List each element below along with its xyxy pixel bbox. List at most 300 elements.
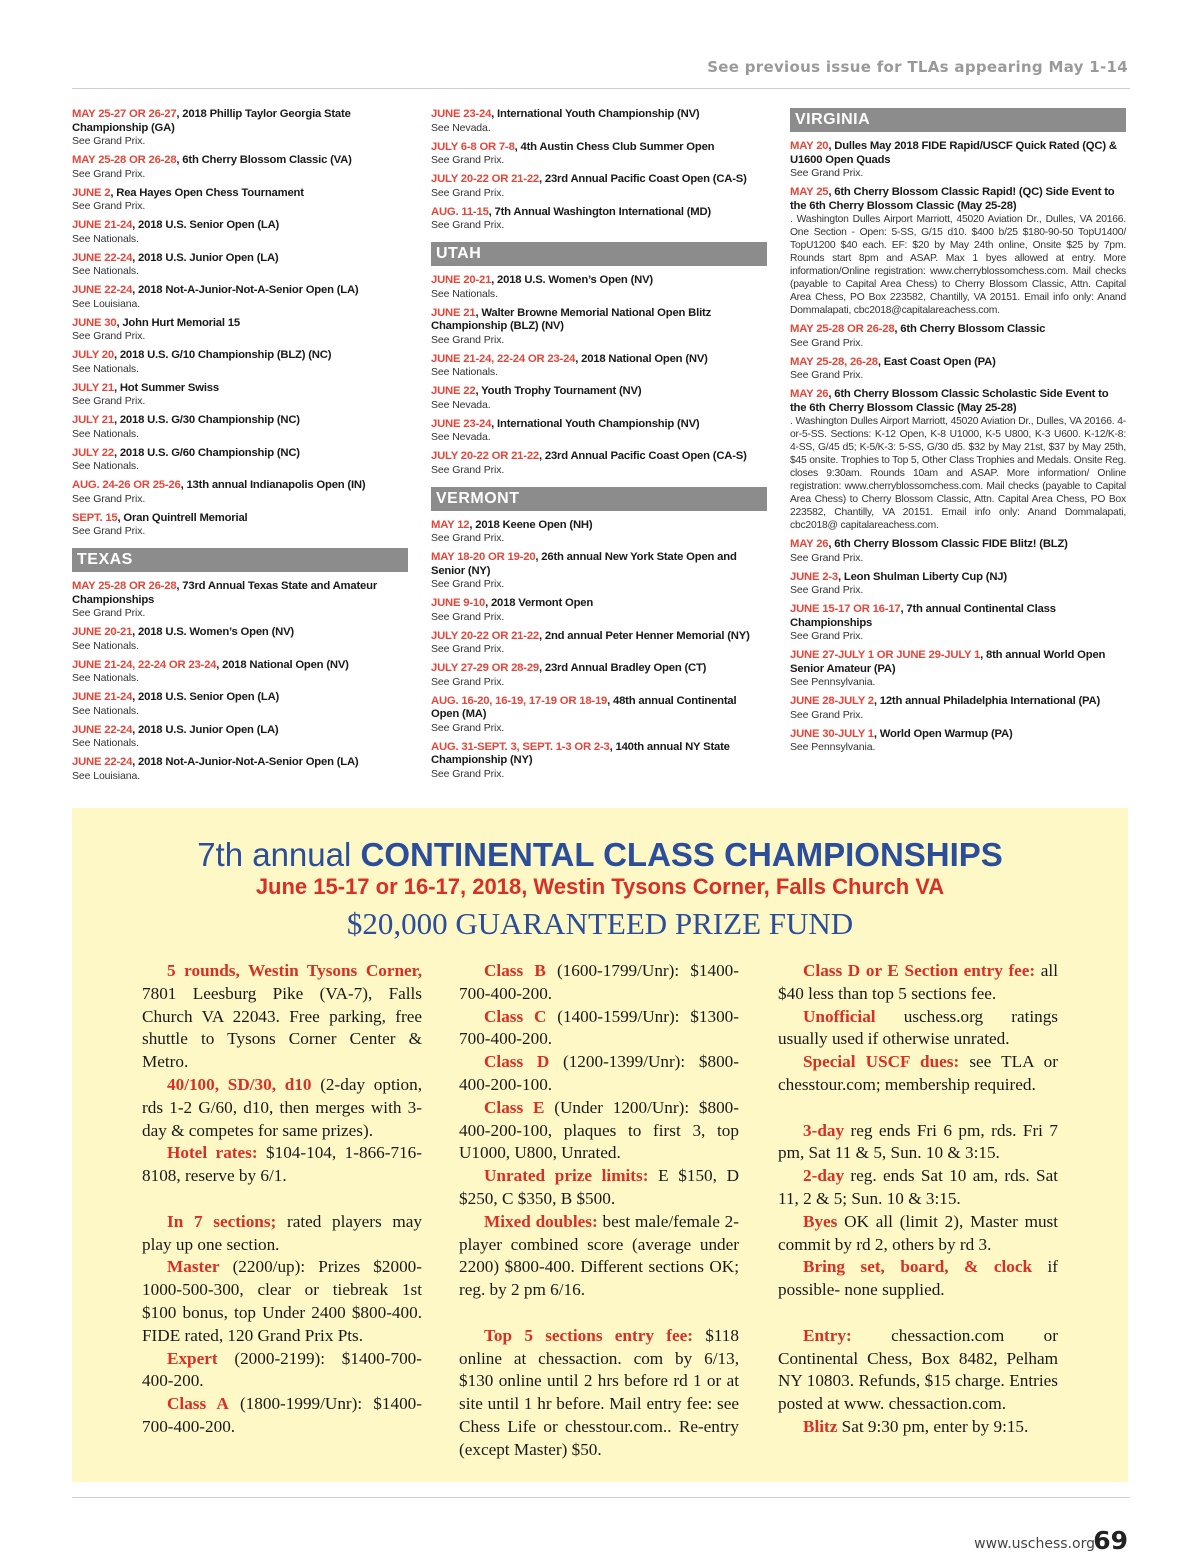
entry-reference: See Grand Prix. bbox=[431, 721, 505, 734]
entry-reference: See Nationals. bbox=[72, 460, 139, 472]
tournament-entry bbox=[431, 108, 767, 135]
tournament-entry bbox=[72, 219, 408, 246]
entry-details: . Washington Dulles Airport Marriott, 45020 Aviation Dr., Dulles, VA 20166. One Section - Open: 5-SS, G/15 d10. $400 b/25 $180-90-50 TopU1400/ TopU1200 $40 each. EF: $20 by May 24th online, Onsite $25 by 7pm. Rounds start 8pm and ASAP. Max 1 byes allowed at entry. More information/Online registration: www.cherryblossomchess.com. Mail checks (payable to Capital Area Chess) to Cherry Blossom Classic, Attn. Capital Area Chess, PO Box 223582, Chantilly, VA 20151. Email info only: Anand Dommalapati, cbc2018@capitalareachess.com. bbox=[790, 214, 1126, 316]
entry-title bbox=[431, 551, 767, 578]
promo-text: (1400-1599/Unr): $1300-700-400-200. bbox=[459, 1006, 739, 1049]
promo-lead: 2-day bbox=[803, 1166, 845, 1186]
entry-reference: See Pennsylvania. bbox=[790, 741, 876, 753]
entry-title bbox=[72, 756, 408, 770]
entry-reference: See Grand Prix. bbox=[431, 675, 505, 688]
entry-reference: See Grand Prix. bbox=[790, 551, 864, 564]
entry-reference: See Nationals. bbox=[72, 232, 139, 245]
promo-text: (Under 1200/Unr): $800-400-200-100, plaques to first 3, top U1000, U800, Unrated. bbox=[459, 1097, 740, 1163]
promo-paragraph bbox=[778, 1416, 1058, 1439]
entry-date: JUNE 21-24 bbox=[72, 219, 133, 231]
promo-paragraph bbox=[459, 1165, 739, 1211]
entry-title bbox=[431, 206, 767, 220]
entry-date: JUNE 23-24 bbox=[431, 417, 492, 430]
promo-text: E $150, D $250, C $350, B $500. bbox=[459, 1166, 739, 1208]
promo-paragraph bbox=[142, 960, 422, 1074]
tournament-entry bbox=[790, 695, 1126, 722]
promo-lead: Hotel rates: bbox=[167, 1143, 258, 1163]
entry-reference: See Grand Prix. bbox=[431, 532, 505, 544]
entry-name: , 2018 National Open (NV) bbox=[216, 658, 349, 671]
tournament-entry bbox=[72, 479, 408, 506]
promo-lead: Class A bbox=[167, 1394, 229, 1414]
entry-title bbox=[790, 603, 1126, 630]
promo-text: (1800-1999/Unr): $1400-700-400-200. bbox=[142, 1394, 422, 1436]
entry-name: , Oran Quintrell Memorial bbox=[117, 511, 248, 524]
listing-column-3 bbox=[790, 108, 1126, 760]
promo-lead: Blitz bbox=[803, 1416, 838, 1436]
entry-date: JULY 21 bbox=[72, 381, 114, 394]
entry-date: JUNE 22-24 bbox=[72, 251, 133, 264]
promo-paragraph bbox=[459, 1325, 739, 1462]
entry-title bbox=[431, 108, 767, 122]
entry-date: AUG. 31-SEPT. 3, SEPT. 1-3 OR 2-3 bbox=[431, 740, 610, 753]
entry-name: , 2018 U.S. Senior Open (LA) bbox=[132, 219, 280, 231]
entry-date: JUNE 20-21 bbox=[72, 626, 133, 638]
entry-name: , Youth Trophy Tournament (NV) bbox=[475, 385, 642, 397]
promo-lead: Master bbox=[167, 1257, 220, 1277]
promo-text: (2200/up): Prizes $2000-1000-500-300, clear or tiebreak 1st $100 bonus, top Under 2400 $800-400. FIDE rated, 120 Grand Prix Pts. bbox=[142, 1257, 422, 1345]
promo-text: chessaction.com or Continental Chess, Box 8482, Pelham NY 10803. Refunds, $15 charge. Entries posted at www. chessaction.com. bbox=[778, 1325, 1058, 1414]
entry-date: JUNE 15-17 OR 16-17 bbox=[790, 603, 901, 615]
entry-title bbox=[72, 479, 408, 493]
entry-name: , 6th Cherry Blossom Classic bbox=[894, 323, 1046, 335]
footer-url[interactable]: www.uschess.org bbox=[974, 1536, 1095, 1552]
entry-date: JUNE 21-24, 22-24 OR 23-24 bbox=[431, 352, 576, 365]
tournament-entry bbox=[431, 630, 767, 657]
entry-title bbox=[72, 447, 408, 461]
promo-subtitle: June 15-17 or 16-17, 2018, Westin Tysons Corner, Falls Church VA bbox=[255, 874, 945, 899]
tournament-entry bbox=[431, 385, 767, 412]
entry-reference: See Grand Prix. bbox=[72, 607, 146, 619]
tournament-entry bbox=[790, 728, 1126, 755]
entry-title bbox=[72, 691, 408, 705]
tournament-entry bbox=[431, 274, 767, 301]
promo-lead: 5 rounds, Westin Tysons Corner, bbox=[167, 961, 422, 980]
promo-paragraph bbox=[459, 1097, 739, 1165]
entry-date: AUG. 11-15 bbox=[431, 205, 489, 218]
entry-title bbox=[72, 414, 408, 428]
entry-date: JUNE 2-3 bbox=[790, 570, 839, 583]
entry-reference: See Nationals. bbox=[72, 737, 139, 749]
promo-text: rated players may play up one section. bbox=[142, 1211, 422, 1254]
entry-name: , 12th annual Philadelphia International (PA) bbox=[873, 695, 1101, 707]
promo-paragraph bbox=[459, 1051, 739, 1097]
entry-title bbox=[431, 630, 767, 644]
entry-name: , 23rd Annual Pacific Coast Open (CA-S) bbox=[538, 173, 747, 185]
tournament-entry bbox=[72, 512, 408, 539]
entry-date: MAY 25-27 OR 26-27 bbox=[72, 108, 177, 120]
entry-date: JUNE 30-JULY 1 bbox=[790, 727, 874, 740]
entry-title bbox=[431, 141, 767, 155]
entry-title bbox=[790, 728, 1126, 742]
promo-paragraph bbox=[142, 1393, 422, 1439]
entry-date: JULY 20 bbox=[72, 349, 114, 361]
promo-paragraph bbox=[778, 1325, 1058, 1416]
tournament-entry bbox=[431, 741, 767, 781]
entry-date: MAY 20 bbox=[790, 140, 829, 152]
entry-reference: See Grand Prix. bbox=[72, 135, 146, 147]
entry-title bbox=[431, 307, 767, 334]
entry-name: , World Open Warmup (PA) bbox=[873, 727, 1013, 740]
entry-date: JUNE 21 bbox=[431, 306, 476, 319]
state-header: TEXAS bbox=[72, 548, 408, 572]
entry-name: , 23rd Annual Pacific Coast Open (CA-S) bbox=[538, 450, 747, 462]
entry-title bbox=[72, 108, 408, 135]
entry-name: , Dulles May 2018 FIDE Rapid/USCF Quick Rated (QC) & U1600 Open Quads bbox=[790, 140, 1117, 166]
entry-reference: See Grand Prix. bbox=[72, 330, 146, 342]
entry-date: SEPT. 15 bbox=[72, 511, 118, 524]
entry-name: , John Hurt Memorial 15 bbox=[116, 316, 240, 329]
entry-name: , 6th Cherry Blossom Classic FIDE Blitz! (BLZ) bbox=[828, 538, 1068, 550]
entry-title bbox=[431, 695, 767, 722]
entry-date: MAY 26 bbox=[790, 388, 829, 400]
promo-paragraph bbox=[459, 1006, 739, 1052]
entry-reference: See Grand Prix. bbox=[431, 333, 505, 346]
entry-title bbox=[72, 512, 408, 526]
promo-lead: Bring set, board, & clock bbox=[803, 1257, 1033, 1277]
entry-title bbox=[431, 741, 767, 768]
tournament-entry bbox=[790, 649, 1126, 689]
entry-date: JULY 21 bbox=[72, 414, 114, 426]
tournament-entry bbox=[72, 447, 408, 474]
entry-title bbox=[431, 385, 767, 399]
header-rule bbox=[72, 88, 1130, 89]
tournament-entry bbox=[72, 626, 408, 653]
state-header: VERMONT bbox=[431, 487, 767, 511]
entry-date: MAY 12 bbox=[431, 518, 470, 531]
entry-reference: See Nationals. bbox=[72, 427, 139, 440]
entry-name: , Leon Shulman Liberty Cup (NJ) bbox=[838, 570, 1007, 583]
tournament-entry bbox=[790, 538, 1126, 565]
entry-date: JUNE 9-10 bbox=[431, 597, 486, 609]
entry-reference: See Nationals. bbox=[72, 362, 139, 375]
entry-reference: See Grand Prix. bbox=[790, 369, 864, 381]
tournament-entry bbox=[431, 450, 767, 477]
tournament-entry bbox=[790, 388, 1126, 532]
tournament-entry bbox=[72, 724, 408, 751]
entry-name: , 140th annual NY State Championship (NY) bbox=[431, 740, 730, 766]
tournament-entry bbox=[431, 206, 767, 233]
entry-name: , 2nd annual Peter Henner Memorial (NY) bbox=[538, 629, 750, 642]
tournament-entry bbox=[790, 186, 1126, 317]
promo-column-1 bbox=[142, 960, 422, 1439]
entry-name: , 2018 U.S. Junior Open (LA) bbox=[132, 723, 279, 736]
entry-reference: See Nevada. bbox=[431, 431, 491, 443]
entry-date: JUNE 30 bbox=[72, 316, 117, 329]
entry-title bbox=[790, 649, 1126, 676]
tournament-entry bbox=[431, 173, 767, 200]
entry-reference: See Grand Prix. bbox=[790, 584, 864, 596]
tournament-entry bbox=[72, 108, 408, 148]
entry-title bbox=[790, 388, 1126, 415]
header-note: See previous issue for TLAs appearing May 1-14 bbox=[707, 58, 1128, 76]
entry-reference: See Nationals. bbox=[431, 287, 498, 300]
entry-reference: See Grand Prix. bbox=[431, 643, 505, 655]
promo-text: all $40 less than top 5 sections fee. bbox=[778, 961, 1058, 1003]
entry-title bbox=[431, 274, 767, 288]
entry-date: MAY 25 bbox=[790, 186, 829, 198]
entry-reference: See Grand Prix. bbox=[790, 708, 864, 721]
entry-title bbox=[431, 173, 767, 187]
promo-paragraph bbox=[778, 1120, 1058, 1166]
entry-title bbox=[431, 418, 767, 432]
entry-name: , 2018 U.S. Women’s Open (NV) bbox=[132, 626, 294, 638]
entry-date: MAY 18-20 OR 19-20 bbox=[431, 551, 536, 563]
entry-reference: See Grand Prix. bbox=[431, 463, 505, 476]
tournament-entry bbox=[72, 382, 408, 409]
entry-name: , 73rd Annual Texas State and Amateur Championships bbox=[72, 580, 378, 606]
entry-title bbox=[790, 186, 1126, 213]
entry-title bbox=[72, 187, 408, 201]
promo-text: 7801 Leesburg Pike (VA-7), Falls Church VA 22043. Free parking, free shuttle to Tysons Corner Center & Metro. bbox=[142, 983, 422, 1072]
tournament-entry bbox=[72, 414, 408, 441]
entry-date: JUNE 21-24, 22-24 OR 23-24 bbox=[72, 658, 217, 671]
promo-title-main: CONTINENTAL CLASS CHAMPIONSHIPS bbox=[360, 836, 1003, 873]
tournament-entry bbox=[431, 662, 767, 689]
promo-paragraph bbox=[459, 1211, 739, 1302]
entry-name: , 2018 U.S. Junior Open (LA) bbox=[132, 251, 279, 264]
page-number: 69 bbox=[1093, 1526, 1128, 1555]
entry-date: MAY 25-28 OR 26-28 bbox=[790, 323, 895, 335]
promo-paragraph bbox=[778, 1256, 1058, 1302]
promo-text: best male/female 2-player combined score (average under 2200) $800-400. Different sections OK; reg. by 2 pm 6/16. bbox=[459, 1211, 739, 1300]
promo-lead: In 7 sections; bbox=[167, 1211, 277, 1231]
entry-reference: See Nationals. bbox=[72, 265, 139, 277]
promo-lead: Top 5 sections entry fee: bbox=[484, 1325, 693, 1345]
entry-title bbox=[431, 519, 767, 533]
promo-lead: 3-day bbox=[803, 1120, 845, 1140]
promo-lead: Unofficial bbox=[803, 1006, 876, 1026]
footer-rule bbox=[72, 1497, 1130, 1498]
promo-text: reg ends Fri 6 pm, rds. Fri 7 pm, Sat 11 & 5, Sun. 10 & 3:15. bbox=[778, 1120, 1058, 1163]
entry-date: MAY 25-28 OR 26-28 bbox=[72, 580, 177, 592]
entry-reference: See Grand Prix. bbox=[431, 186, 505, 199]
promo-lead: Class D or E Section entry fee: bbox=[803, 961, 1036, 980]
entry-date: JUNE 27-JULY 1 OR JUNE 29-JULY 1 bbox=[790, 649, 981, 661]
promo-text: (2000-2199): $1400-700-400-200. bbox=[142, 1348, 422, 1391]
entry-reference: See Nationals. bbox=[431, 366, 498, 378]
entry-date: JUNE 22 bbox=[431, 385, 476, 397]
entry-reference: See Grand Prix. bbox=[790, 630, 864, 642]
entry-reference: See Nevada. bbox=[431, 398, 491, 411]
entry-reference: See Nationals. bbox=[72, 639, 139, 652]
promo-lead: 40/100, SD/30, d10 bbox=[167, 1074, 312, 1094]
entry-title bbox=[72, 349, 408, 363]
promo-text: $118 online at chessaction. com by 6/13, $130 online until 2 hrs before rd 1 or at site until 1 hr before. Mail entry fee: see Chess Life or chesstour.com.. Re-entry (except Master) $50. bbox=[459, 1325, 739, 1459]
promo-title-prefix: 7th annual bbox=[197, 836, 361, 873]
entry-title bbox=[72, 284, 408, 298]
entry-reference: See Grand Prix. bbox=[72, 525, 146, 537]
promo-paragraph bbox=[459, 960, 739, 1006]
state-header: UTAH bbox=[431, 242, 767, 266]
entry-name: , Hot Summer Swiss bbox=[113, 381, 219, 394]
promo-lead: Mixed doubles: bbox=[484, 1211, 598, 1231]
entry-title bbox=[790, 538, 1126, 552]
promo-text: $104-104, 1-866-716-8108, reserve by 6/1. bbox=[142, 1143, 422, 1186]
tournament-entry bbox=[72, 284, 408, 311]
entry-date: AUG. 16-20, 16-19, 17-19 OR 18-19 bbox=[431, 694, 608, 707]
promo-title bbox=[72, 836, 1128, 874]
entry-date: JULY 20-22 OR 21-22 bbox=[431, 629, 539, 642]
state-header: VIRGINIA bbox=[790, 108, 1126, 132]
entry-name: , 2018 U.S. G/60 Championship (NC) bbox=[113, 446, 300, 459]
entry-name: , 48th annual Continental Open (MA) bbox=[431, 694, 737, 720]
entry-date: AUG. 24-26 OR 25-26 bbox=[72, 479, 181, 491]
entry-reference: See Grand Prix. bbox=[72, 200, 146, 212]
promo-lead: Special USCF dues: bbox=[803, 1052, 960, 1072]
entry-title bbox=[72, 252, 408, 266]
promo-box bbox=[72, 808, 1128, 1482]
entry-name: , 26th annual New York State Open and Senior (NY) bbox=[431, 551, 737, 577]
entry-reference: See Grand Prix. bbox=[431, 767, 505, 780]
entry-name: , 6th Cherry Blossom Classic Scholastic Side Event to the 6th Cherry Blossom Classic (May 25-28) bbox=[790, 388, 1109, 414]
entry-reference: See Grand Prix. bbox=[72, 395, 146, 407]
promo-lead: Byes bbox=[803, 1211, 838, 1231]
entry-reference: See Pennsylvania. bbox=[790, 676, 876, 688]
entry-reference: See Grand Prix. bbox=[72, 167, 146, 180]
entry-date: MAY 25-28 OR 26-28 bbox=[72, 154, 177, 166]
entry-title bbox=[790, 571, 1126, 585]
entry-reference: See Louisiana. bbox=[72, 297, 141, 310]
entry-title bbox=[431, 450, 767, 464]
promo-paragraph bbox=[142, 1211, 422, 1257]
entry-name: , 2018 Not-A-Junior-Not-A-Senior Open (LA) bbox=[132, 756, 359, 768]
promo-paragraph bbox=[778, 1165, 1058, 1211]
entry-reference: See Nationals. bbox=[72, 704, 139, 717]
tournament-entry bbox=[790, 571, 1126, 598]
entry-title bbox=[431, 597, 767, 611]
entry-name: , 2018 U.S. Senior Open (LA) bbox=[132, 691, 280, 703]
entry-title bbox=[72, 580, 408, 607]
entry-name: , 6th Cherry Blossom Classic (VA) bbox=[176, 154, 352, 166]
entry-date: JUNE 21-24 bbox=[72, 691, 133, 703]
tournament-entry bbox=[431, 353, 767, 380]
promo-text: (1200-1399/Unr): $800-400-200-100. bbox=[459, 1052, 739, 1094]
promo-prize-fund: $20,000 GUARANTEED PRIZE FUND bbox=[346, 906, 854, 941]
entry-title bbox=[72, 219, 408, 233]
promo-column-3 bbox=[778, 960, 1058, 1439]
entry-title bbox=[790, 140, 1126, 167]
entry-name: , 7th Annual Washington International (MD) bbox=[488, 205, 711, 218]
tournament-entry bbox=[72, 349, 408, 376]
promo-column-2 bbox=[459, 960, 739, 1462]
entry-date: JUNE 2 bbox=[72, 186, 111, 199]
listing-column-2 bbox=[431, 108, 767, 787]
entry-name: , International Youth Championship (NV) bbox=[491, 417, 700, 430]
promo-text: OK all (limit 2), Master must commit by rd 2, others by rd 3. bbox=[778, 1211, 1058, 1254]
entry-name: , 2018 Vermont Open bbox=[485, 597, 594, 609]
entry-reference: See Grand Prix. bbox=[790, 336, 864, 349]
entry-reference: See Grand Prix. bbox=[431, 154, 505, 166]
entry-title bbox=[790, 695, 1126, 709]
tournament-entry bbox=[431, 307, 767, 347]
entry-name: , 2018 Not-A-Junior-Not-A-Senior Open (LA) bbox=[132, 284, 359, 296]
tournament-entry bbox=[790, 323, 1126, 350]
promo-lead: Class D bbox=[484, 1052, 550, 1072]
promo-text: (2-day option, rds 1-2 G/60, d10, then merges with 3-day & competes for same prizes). bbox=[142, 1074, 422, 1140]
promo-text: see TLA or chesstour.com; membership required. bbox=[778, 1052, 1058, 1094]
entry-date: JUNE 22-24 bbox=[72, 284, 133, 296]
entry-title bbox=[72, 154, 408, 168]
entry-date: JULY 27-29 OR 28-29 bbox=[431, 662, 539, 674]
entry-date: JUNE 22-24 bbox=[72, 756, 133, 768]
entry-title bbox=[431, 662, 767, 676]
entry-name: , 23rd Annual Bradley Open (CT) bbox=[538, 662, 707, 674]
entry-title bbox=[790, 356, 1126, 370]
entry-reference: See Grand Prix. bbox=[431, 578, 505, 590]
entry-name: , 7th annual Continental Class Championships bbox=[790, 603, 1056, 629]
tournament-entry bbox=[431, 695, 767, 735]
promo-text: uschess.org ratings usually used if otherwise unrated. bbox=[778, 1006, 1058, 1049]
entry-date: JUNE 28-JULY 2 bbox=[790, 695, 874, 707]
tournament-entry bbox=[431, 141, 767, 168]
entry-name: , 13th annual Indianapolis Open (IN) bbox=[180, 479, 366, 491]
entry-title bbox=[72, 659, 408, 673]
entry-name: , 2018 U.S. G/10 Championship (BLZ) (NC) bbox=[113, 349, 332, 361]
promo-text: (1600-1799/Unr): $1400-700-400-200. bbox=[459, 961, 739, 1003]
promo-text: Sat 9:30 pm, enter by 9:15. bbox=[837, 1416, 1029, 1436]
promo-lead: Class B bbox=[484, 961, 546, 980]
tournament-entry bbox=[72, 691, 408, 718]
promo-paragraph bbox=[142, 1348, 422, 1394]
promo-lead: Entry: bbox=[803, 1325, 852, 1345]
tournament-entry bbox=[431, 551, 767, 591]
entry-reference: See Nevada. bbox=[431, 121, 491, 134]
promo-paragraph bbox=[778, 1051, 1058, 1097]
tournament-entry bbox=[790, 603, 1126, 643]
tournament-entry bbox=[72, 187, 408, 214]
entry-date: JULY 22 bbox=[72, 446, 114, 459]
tournament-entry bbox=[72, 154, 408, 181]
entry-name: , 2018 Phillip Taylor Georgia State Championship (GA) bbox=[72, 108, 351, 134]
entry-title bbox=[72, 724, 408, 738]
entry-name: , 4th Austin Chess Club Summer Open bbox=[514, 140, 715, 153]
entry-date: JULY 6-8 OR 7-8 bbox=[431, 140, 515, 153]
entry-name: , Rea Hayes Open Chess Tournament bbox=[110, 186, 304, 199]
entry-date: JUNE 22-24 bbox=[72, 723, 133, 736]
entry-name: , Walter Browne Memorial National Open Blitz Championship (BLZ) (NV) bbox=[431, 306, 712, 332]
entry-date: JUNE 23-24 bbox=[431, 108, 492, 120]
entry-reference: See Grand Prix. bbox=[790, 167, 864, 179]
entry-reference: See Louisiana. bbox=[72, 769, 141, 782]
promo-paragraph bbox=[142, 1256, 422, 1347]
tournament-entry bbox=[72, 756, 408, 783]
promo-paragraph bbox=[778, 1211, 1058, 1257]
entry-date: JUNE 20-21 bbox=[431, 274, 492, 286]
promo-paragraph bbox=[778, 960, 1058, 1006]
tournament-entry bbox=[431, 418, 767, 445]
entry-title bbox=[72, 382, 408, 396]
entry-name: , 8th annual World Open Senior Amateur (PA) bbox=[790, 649, 1106, 675]
entry-title bbox=[431, 353, 767, 367]
entry-reference: See Grand Prix. bbox=[431, 219, 505, 231]
promo-lead: Class C bbox=[484, 1006, 547, 1026]
tournament-entry bbox=[790, 356, 1126, 383]
entry-date: MAY 25-28, 26-28 bbox=[790, 355, 878, 368]
entry-reference: See Nationals. bbox=[72, 672, 139, 684]
entry-name: , 6th Cherry Blossom Classic Rapid! (QC) Side Event to the 6th Cherry Blossom Classic (May 25-28) bbox=[790, 186, 1115, 212]
promo-paragraph bbox=[142, 1074, 422, 1142]
entry-reference: See Grand Prix. bbox=[72, 492, 146, 505]
listing-column-1 bbox=[72, 108, 408, 789]
tournament-entry bbox=[431, 597, 767, 624]
promo-paragraph bbox=[778, 1006, 1058, 1052]
entry-title bbox=[72, 626, 408, 640]
